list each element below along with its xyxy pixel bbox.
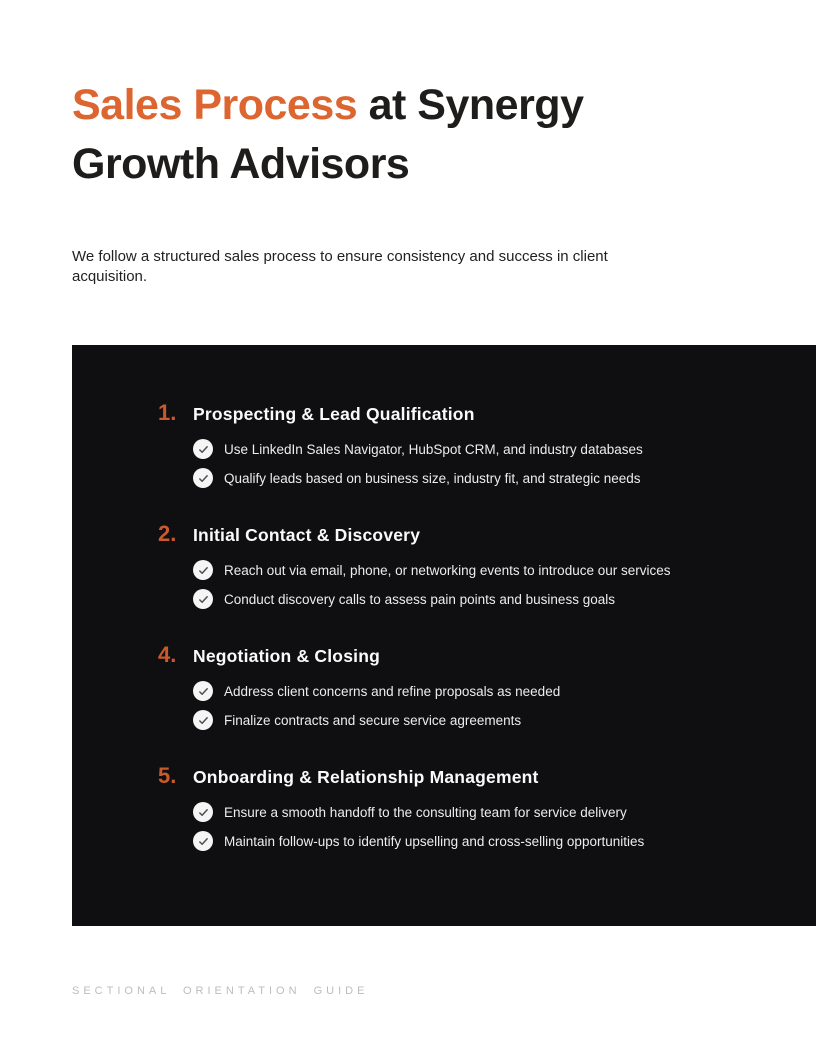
check-icon — [193, 439, 213, 459]
section-title: Prospecting & Lead Qualification — [193, 404, 475, 424]
process-card-content — [72, 345, 816, 851]
check-item — [193, 831, 792, 851]
check-item — [193, 802, 792, 822]
page-title-rest: at Synergy Growth Advisors — [72, 81, 584, 188]
check-icon — [193, 468, 213, 488]
process-section-5 — [158, 763, 792, 851]
process-section-1 — [158, 400, 792, 488]
section-number: 2. — [158, 521, 177, 546]
check-item-text: Finalize contracts and secure service agreements — [224, 712, 522, 728]
check-icon — [193, 560, 213, 580]
check-icon — [193, 589, 213, 609]
section-header — [158, 763, 792, 789]
check-icon — [193, 710, 213, 730]
check-item-text: Maintain follow-ups to identify upselling and cross-selling opportunities — [224, 833, 645, 849]
section-title: Negotiation & Closing — [193, 646, 380, 666]
check-list — [193, 681, 792, 730]
check-item — [193, 439, 792, 459]
section-header — [158, 642, 792, 668]
check-item — [193, 589, 792, 609]
process-section-2 — [158, 521, 792, 609]
check-item-text: Reach out via email, phone, or networking events to introduce our services — [224, 562, 671, 578]
page-title-highlight: Sales Process — [72, 81, 358, 129]
check-item — [193, 468, 792, 488]
page-subtitle: We follow a structured sales process to ensure consistency and success in client acquisition. — [72, 248, 608, 285]
check-icon — [193, 831, 213, 851]
check-item — [193, 710, 792, 730]
section-title: Initial Contact & Discovery — [193, 525, 421, 545]
section-number: 4. — [158, 642, 177, 667]
section-header — [158, 521, 792, 547]
section-title: Onboarding & Relationship Management — [193, 767, 539, 787]
process-section-4 — [158, 642, 792, 730]
check-list — [193, 439, 792, 488]
page-title — [72, 76, 712, 194]
check-item — [193, 681, 792, 701]
process-card — [72, 345, 816, 926]
check-list — [193, 802, 792, 851]
footer-label: SECTIONAL ORIENTATION GUIDE — [72, 985, 369, 997]
check-icon — [193, 802, 213, 822]
check-icon — [193, 681, 213, 701]
check-item-text: Use LinkedIn Sales Navigator, HubSpot CRM, and industry databases — [224, 441, 643, 457]
check-item-text: Address client concerns and refine proposals as needed — [224, 683, 561, 699]
check-item-text: Ensure a smooth handoff to the consulting team for service delivery — [224, 804, 627, 820]
section-header — [158, 400, 792, 426]
section-number: 1. — [158, 400, 177, 425]
check-item-text: Conduct discovery calls to assess pain points and business goals — [224, 591, 615, 607]
check-item — [193, 560, 792, 580]
section-number: 5. — [158, 763, 177, 788]
check-item-text: Qualify leads based on business size, industry fit, and strategic needs — [224, 470, 641, 486]
check-list — [193, 560, 792, 609]
